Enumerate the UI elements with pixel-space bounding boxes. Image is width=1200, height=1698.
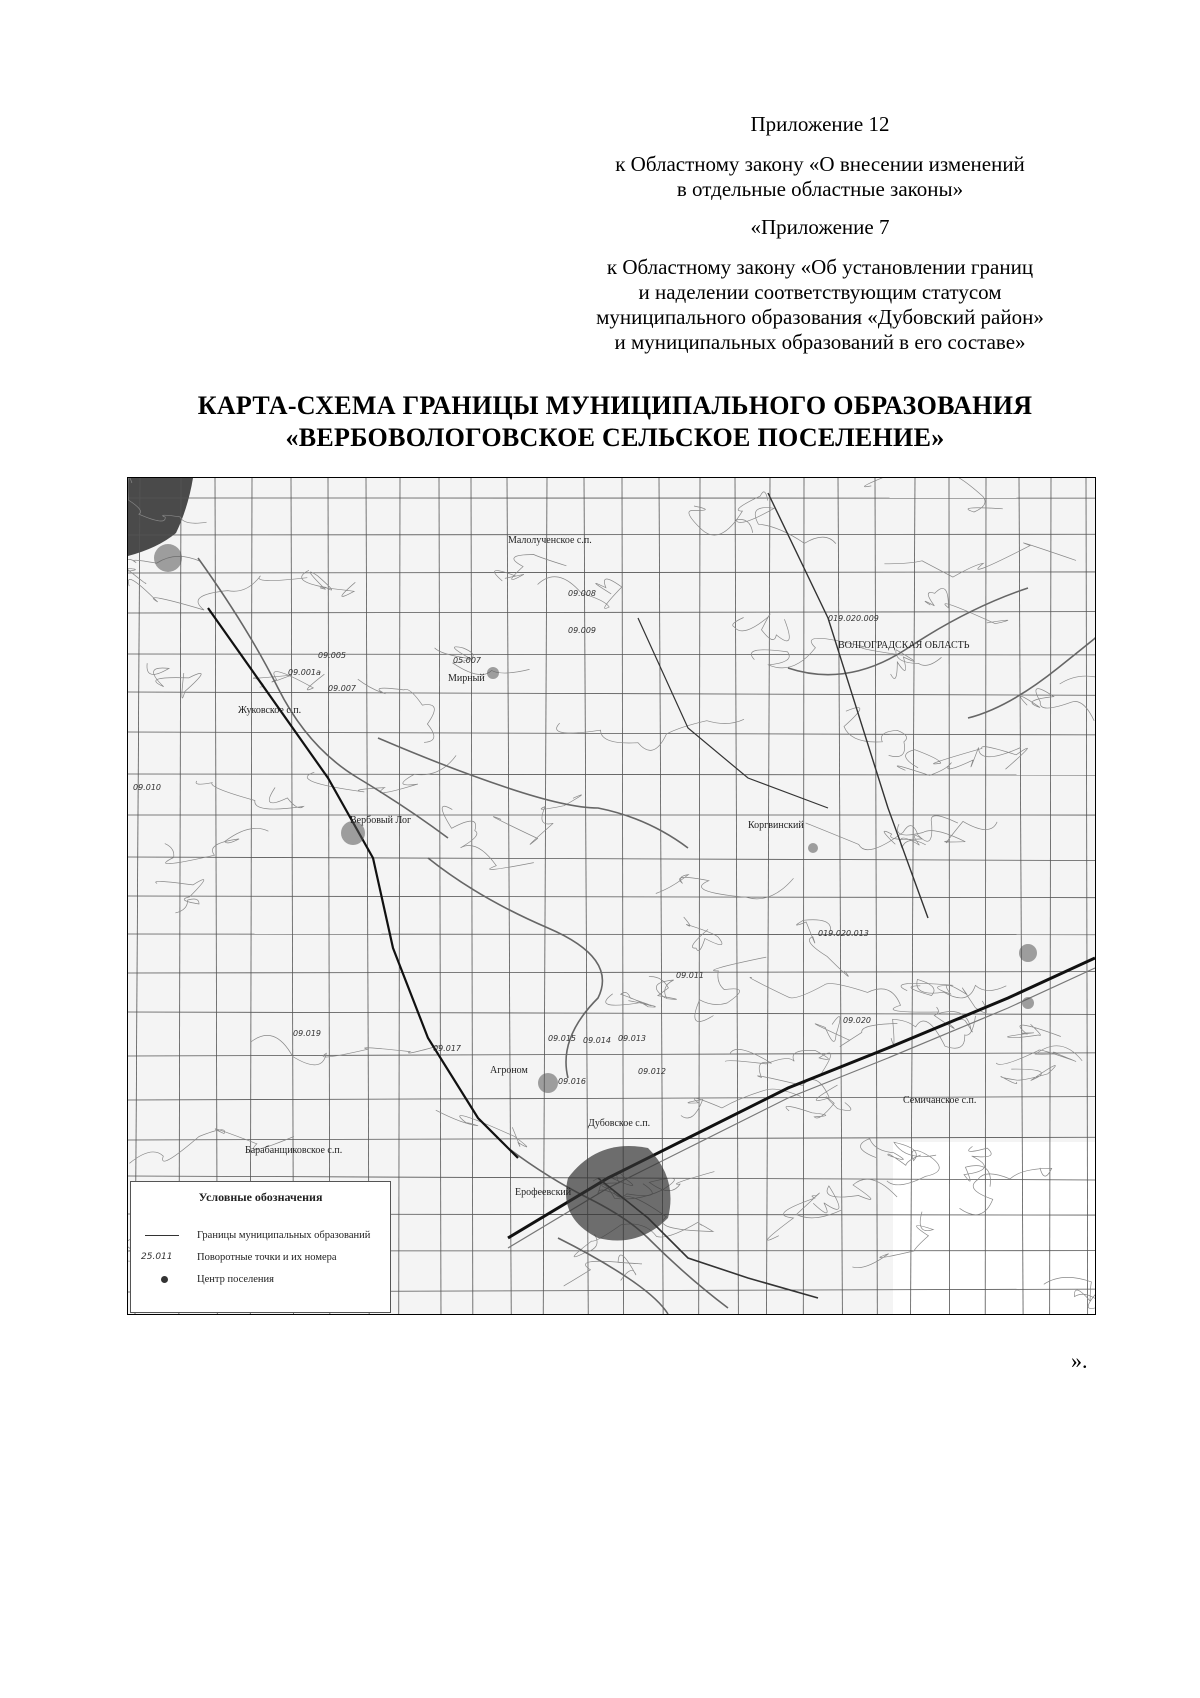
point-label: 09.016: [558, 1077, 586, 1086]
place-label: Коргвинский: [748, 820, 804, 831]
inner-ref-line-4: и муниципальных образований в его составе»: [614, 330, 1026, 354]
point-label: 019.020.013: [818, 929, 869, 938]
point-label: 09.005: [318, 651, 346, 660]
place-label: Дубовское с.п.: [588, 1118, 651, 1129]
settlement: [538, 1073, 558, 1093]
point-label: 09.014: [583, 1036, 611, 1045]
inner-ref-line-1: к Областному закону «Об установлении границ: [606, 255, 1034, 279]
point-label: 09.013: [618, 1034, 646, 1043]
appendix-label: Приложение 12: [750, 112, 890, 136]
legend-label: Поворотные точки и их номера: [197, 1251, 337, 1263]
point-label: 09.020: [843, 1016, 871, 1025]
inner-appendix-label: «Приложение 7: [750, 215, 890, 239]
place-label: Вербовый Лог: [350, 815, 412, 826]
law-ref-line-2: в отдельные областные законы»: [676, 177, 964, 201]
settlement: [1022, 997, 1034, 1009]
settlement: [154, 544, 182, 572]
point-label: 09.010: [133, 783, 161, 792]
place-label: Барабанщиковское с.п.: [245, 1145, 343, 1156]
place-label: Мирный: [448, 673, 485, 684]
place-label: Семичанское с.п.: [903, 1095, 977, 1106]
legend-label: Границы муниципальных образований: [197, 1229, 371, 1241]
legend-item-settlement-center: [139, 1270, 384, 1288]
point-label: 09.011: [676, 971, 704, 980]
place-label: Ерофеевский: [515, 1187, 572, 1198]
title-line-1: КАРТА-СХЕМА ГРАНИЦЫ МУНИЦИПАЛЬНОГО ОБРАЗОВАНИЯ: [197, 391, 1033, 420]
legend-item-boundary: [139, 1226, 384, 1244]
map-paper-edge: [128, 1063, 208, 1181]
inner-appendix: [550, 215, 1090, 240]
unmapped-area: [893, 1142, 1095, 1314]
map-scheme: [127, 477, 1096, 1315]
point-label: 09.008: [568, 589, 596, 598]
title-line-2: «ВЕРБОВОЛОГОВСКОЕ СЕЛЬСКОЕ ПОСЕЛЕНИЕ»: [285, 423, 945, 452]
place-label: Агроном: [490, 1065, 528, 1076]
law-ref-line-1: к Областному закону «О внесении изменений: [615, 152, 1025, 176]
point-label: 09.007: [328, 684, 356, 693]
point-code-icon: 25.011: [141, 1252, 173, 1262]
point-label: 09.001а: [288, 668, 321, 677]
settlement: [487, 667, 499, 679]
map-legend: [130, 1181, 391, 1313]
settlement: [1019, 944, 1037, 962]
inner-ref-line-2: и наделении соответствующим статусом: [638, 280, 1002, 304]
point-label: 09.012: [638, 1067, 666, 1076]
legend-label: Центр поселения: [197, 1273, 275, 1285]
point-label: 09.017: [433, 1044, 461, 1053]
appendix-number: [550, 112, 1090, 137]
settlement: [808, 843, 818, 853]
place-label: ВОЛГОГРАДСКАЯ ОБЛАСТЬ: [838, 640, 970, 651]
point-label: 09.009: [568, 626, 596, 635]
place-label: Малолученское с.п.: [508, 535, 592, 546]
inner-ref-line-3: муниципального образования «Дубовский район»: [596, 305, 1044, 329]
place-label: Жуковское с.п.: [238, 705, 302, 716]
legend-title: Условные обозначения: [198, 1190, 323, 1204]
closing-quote: ».: [1071, 1348, 1088, 1373]
page-title: [120, 390, 1110, 454]
law-reference: [550, 152, 1090, 202]
point-label: 05.007: [453, 656, 481, 665]
boundary-line-icon: [145, 1235, 179, 1236]
settlement-center-icon: [161, 1276, 168, 1283]
point-label: 09.019: [293, 1029, 321, 1038]
point-label: 019.020.009: [828, 614, 879, 623]
inner-law-reference: [550, 255, 1090, 355]
point-label: 09.015: [548, 1034, 576, 1043]
legend-item-turning-points: [139, 1248, 384, 1266]
